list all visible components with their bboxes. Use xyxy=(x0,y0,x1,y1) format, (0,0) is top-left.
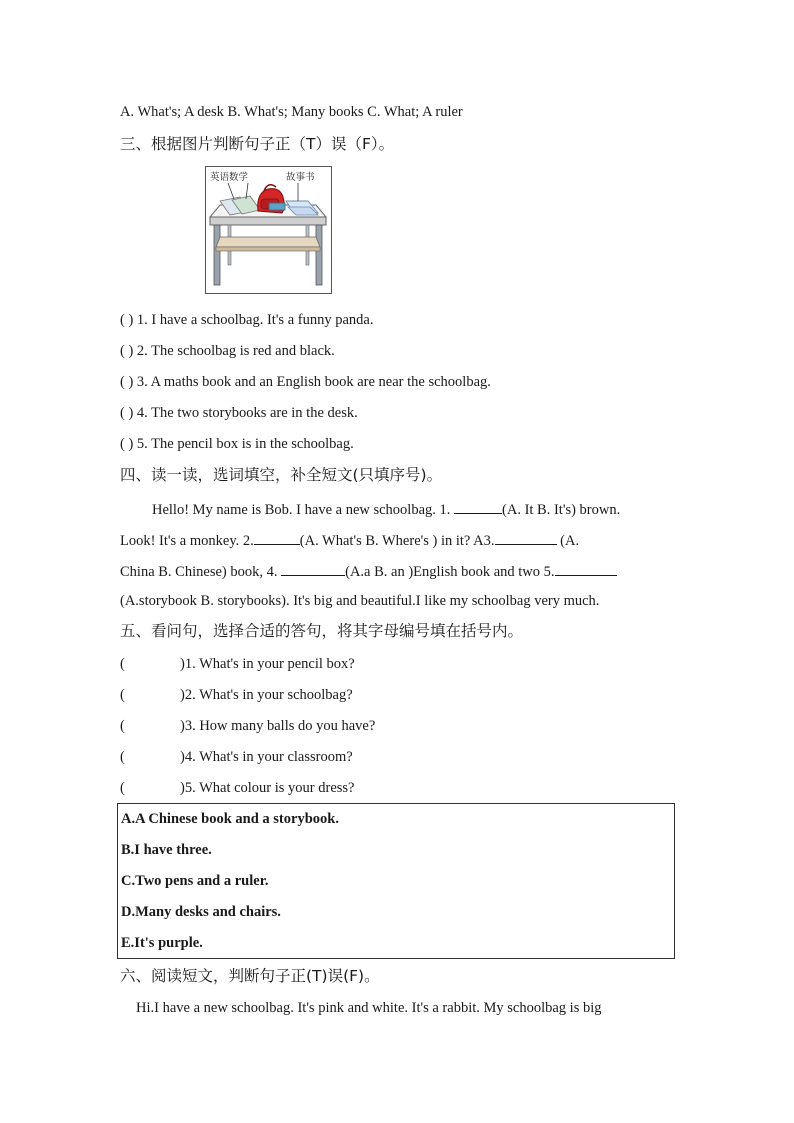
passage-line-3 xyxy=(120,561,676,581)
section-5-question-5 xyxy=(120,779,355,797)
passage-line-3-text: China B. Chinese) book, 4. xyxy=(120,564,282,580)
passage-line-2 xyxy=(120,530,676,550)
question-text: )5. What colour is your dress? xyxy=(180,780,355,796)
figure-label-left: 英语数学 xyxy=(210,172,249,183)
section-3-item-1: ( ) 1. I have a schoolbag. It's a funny panda. xyxy=(120,312,374,328)
blank-4[interactable] xyxy=(281,561,345,576)
section-5-heading: 五、看问句，选择合适的答句，将其字母编号填在括号内。 xyxy=(120,622,524,640)
desk-picture xyxy=(206,167,331,293)
answer-option-a: A.A Chinese book and a storybook. xyxy=(121,811,339,827)
answer-bracket[interactable]: ( xyxy=(120,687,125,703)
answer-option-c: C.Two pens and a ruler. xyxy=(121,873,269,889)
question-text: )1. What's in your pencil box? xyxy=(180,656,355,672)
answer-bracket[interactable]: ( xyxy=(120,749,125,765)
section-3-item-3: ( ) 3. A maths book and an English book are near the schoolbag. xyxy=(120,374,491,390)
passage-line-1-text: Hello! My name is Bob. I have a new schoolbag. 1. xyxy=(152,502,455,518)
answer-bracket[interactable]: ( xyxy=(120,656,125,672)
section-6-passage-line-1: Hi.I have a new schoolbag. It's pink and white. It's a rabbit. My schoolbag is big xyxy=(136,1000,602,1016)
answer-option-b: B.I have three. xyxy=(121,842,212,858)
answer-options-box xyxy=(117,803,675,959)
blank-3[interactable] xyxy=(495,530,557,545)
passage-line-3-choices: (A.a B. an )English book and two 5. xyxy=(345,564,555,580)
section-5-question-3 xyxy=(120,717,375,735)
question-text: )3. How many balls do you have? xyxy=(180,718,376,734)
answer-option-e: E.It's purple. xyxy=(121,935,203,951)
section-3-heading: 三、根据图片判断句子正（T）误（F）。 xyxy=(120,135,395,153)
section-6-heading: 六、阅读短文，判断句子正(T)误(F)。 xyxy=(120,967,380,985)
section-5-question-2 xyxy=(120,686,353,704)
desk-illustration xyxy=(205,166,332,294)
section-5-question-1 xyxy=(120,655,355,673)
answer-bracket[interactable]: ( xyxy=(120,718,125,734)
passage-line-2-tail: (A. xyxy=(556,533,580,549)
blank-1[interactable] xyxy=(454,499,502,514)
blank-2[interactable] xyxy=(254,530,300,545)
answer-bracket[interactable]: ( xyxy=(120,780,125,796)
section-5-question-4 xyxy=(120,748,353,766)
passage-line-1 xyxy=(120,499,676,519)
passage-line-2-text: Look! It's a monkey. 2. xyxy=(120,533,254,549)
answer-option-d: D.Many desks and chairs. xyxy=(121,904,281,920)
section-3-item-4: ( ) 4. The two storybooks are in the desk. xyxy=(120,405,358,421)
previous-question-options: A. What's; A desk B. What's; Many books C. What; A ruler xyxy=(120,104,463,120)
section-3-item-2: ( ) 2. The schoolbag is red and black. xyxy=(120,343,335,359)
passage-line-2-choices: (A. What's B. Where's ) in it? A3. xyxy=(299,533,495,549)
passage-line-4: (A.storybook B. storybooks). It's big and beautiful.I like my schoolbag very much. xyxy=(120,593,600,609)
passage-line-1-choices: (A. It B. It's) brown. xyxy=(502,502,621,518)
question-text: )2. What's in your schoolbag? xyxy=(180,687,353,703)
question-text: )4. What's in your classroom? xyxy=(180,749,353,765)
figure-label-right: 故事书 xyxy=(286,172,315,183)
blank-5[interactable] xyxy=(555,561,617,576)
section-4-heading: 四、读一读，选词填空，补全短文(只填序号)。 xyxy=(120,466,443,484)
section-3-item-5: ( ) 5. The pencil box is in the schoolbag. xyxy=(120,436,354,452)
